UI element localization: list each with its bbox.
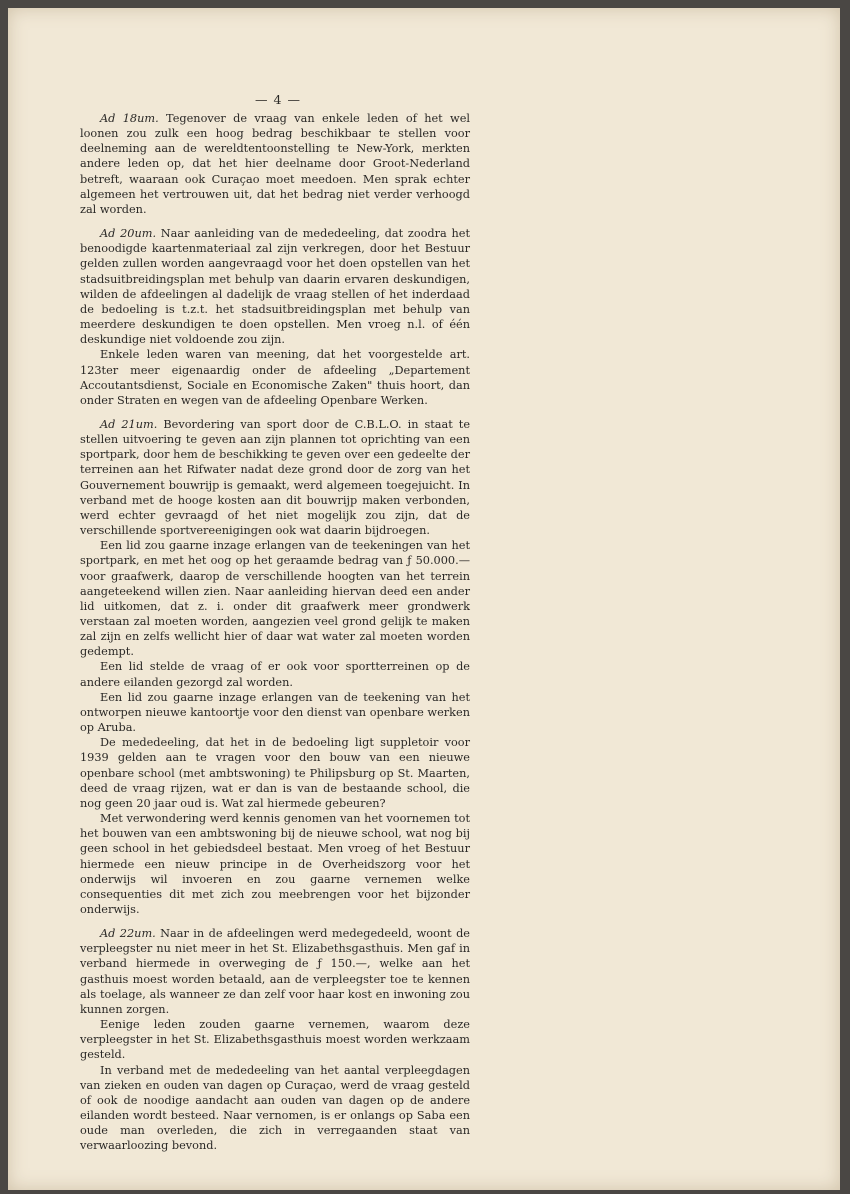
document-page [8, 8, 840, 1190]
paragraph [80, 926, 470, 1017]
paragraph: Een lid stelde de vraag of er ook voor sportterreinen op de andere eilanden gezorgd zal worden. [80, 660, 470, 689]
body-text [80, 111, 470, 1153]
paragraph-text: Tegenover de vraag van enkele leden of het wel loonen zou zulk een hoog bedrag beschikbaar te stellen voor deelneming aan de wereldtentoonstelling te New-York, merkten andere leden op, dat het hier deelname door Groot-Nederland betreft, waaraan ook Curaçao moet meedoen. Men sprak echter algemeen het vertrouwen uit, dat het bedrag niet verder verhoogd zal worden. [80, 112, 471, 216]
paragraph: In verband met de mededeeling van het aantal verpleegdagen van zieken en ouden van dagen op Curaçao, werd de vraag gesteld of ook de noodige aandacht aan ouden van dagen op de andere eilanden wordt besteed. Naar vernomen, is er onlangs op Saba een oude man overleden, die zich in verregaanden staat van verwaarloozing bevond. [80, 1063, 470, 1153]
paragraph: Met verwondering werd kennis genomen van het voornemen tot het bouwen van een ambtswoning bij de nieuwe school, wat nog bij geen school in het gebiedsdeel bestaat. Men vroeg of het Bestuur hiermede een nieuw principe in de Overheidszorg voor het onderwijs wil invoeren en zou gaarne vernemen welke consequenties dit met zich zou meebrengen voor het bijzonder onderwijs. [80, 812, 470, 916]
section-label: Ad 18um. [100, 112, 159, 125]
page-number: — 4 — [255, 92, 301, 107]
paragraph: Een lid zou gaarne inzage erlangen van de teekening van het ontworpen nieuwe kantoortje voor den dienst van openbare werken op Aruba. [80, 690, 470, 735]
paragraph: De mededeeling, dat het in de bedoeling ligt suppletoir voor 1939 gelden aan te vragen voor den bouw van een nieuwe openbare school (met ambtswoning) te Philipsburg op St. Maarten, deed de vraag rijzen, wat er dan is van de bestaande school, die nog geen 20 jaar oud is. Wat zal hiermede gebeuren? [80, 736, 470, 810]
paragraph: Enkele leden waren van meening, dat het voorgestelde art. 123ter meer eigenaardig onder de afdeeling „Departement Accoutantsdienst, Sociale en Economische Zaken" thuis hoort, dan onder Straten en wegen van de afdeeling Openbare Werken. [80, 348, 470, 407]
paragraph [80, 226, 470, 347]
paragraph: Eenige leden zouden gaarne vernemen, waarom deze verpleegster in het St. Elizabethsgasthuis moest worden werkzaam gesteld. [80, 1018, 470, 1062]
paragraph-text: Bevordering van sport door de C.B.L.O. in staat te stellen uitvoering te geven aan zijn plannen tot oprichting van een sportpark, door hem de beschikking te geven over een gedeelte der terreinen aan het Rifwater nadat deze grond door de zorg van het Gouvernement bouwrijp is gemaakt, werd algemeen toegejuicht. In verband met de hooge kosten aan dit bouwrijp maken verbonden, werd echter gevraagd of het niet mogelijk zou zijn, dat de verschillende sportvereenigingen ook wat daarin bijdroegen. [80, 417, 471, 538]
paragraph-text: Naar aanleiding van de mededeeling, dat zoodra het benoodigde kaartenmateriaal zal zijn verkregen, door het Bestuur gelden zullen worden aangevraagd voor het doen opstellen van het stadsuitbreidingsplan met behulp van daarin ervaren deskundigen, wilden de afdeelingen al dadelijk de vraag stellen of het inderdaad de bedoeling is t.z.t. het stadsuitbreidingsplan met behulp van meerdere deskundigen te doen opstellen. Men vroeg n.l. of één deskundige niet voldoende zou zijn. [80, 227, 471, 347]
section-label: Ad 21um. [100, 417, 158, 431]
paragraph [80, 111, 470, 217]
paragraph: Een lid zou gaarne inzage erlangen van de teekeningen van het sportpark, en met het oog op het geraamde bedrag van ƒ 50.000.— voor graafwerk, daarop de verschillende hoogten van het terrein aangeteekend willen zien. Naar aanleiding hiervan deed een ander lid uitkomen, dat z. i. onder dit graafwerk meer grondwerk verstaan zal moeten worden, aangezien veel grond gelijk te maken zal zijn en zelfs wellicht hier of daar wat water zal moeten worden gedempt. [80, 539, 470, 659]
section-label: Ad 22um. [100, 927, 156, 941]
paragraph-text: Naar in de afdeelingen werd medegedeeld, woont de verpleegster nu niet meer in het St. Elizabethsgasthuis. Men gaf in verband hiermede in overweging de ƒ 150.—, welke aan het gasthuis moest worden betaald, aan de verpleegster toe te kennen als toelage, als wanneer ze dan zelf voor haar kost en inwoning zou kunnen zorgen. [80, 927, 470, 1016]
paragraph [80, 417, 470, 538]
section-label: Ad 20um. [100, 227, 157, 241]
